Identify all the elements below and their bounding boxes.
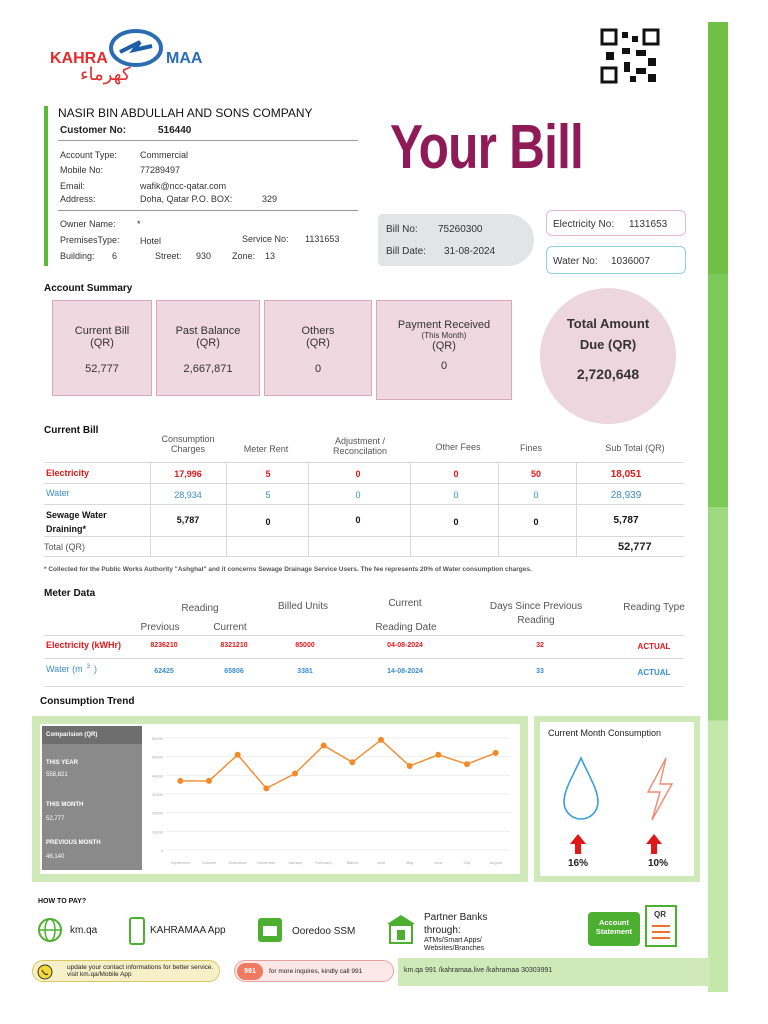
payment-unit: (QR) <box>432 340 456 352</box>
payment-card <box>376 300 512 400</box>
call-banner[interactable] <box>234 960 394 982</box>
call-badge-icon: 991 <box>237 963 263 980</box>
meter-elec-days: 32 <box>536 642 544 649</box>
street-value: 930 <box>196 251 212 261</box>
pay-app[interactable]: KAHRAMAA App <box>150 925 226 936</box>
row-electricity-name: Electricity <box>46 468 90 478</box>
water-meter-rent: 5 <box>265 490 271 500</box>
meter-water-name <box>46 664 97 674</box>
svg-text:QR: QR <box>654 910 666 919</box>
total-row-label: Total (QR) <box>44 542 86 552</box>
mobile-value: 77289497 <box>140 165 181 175</box>
consumption-series-line <box>180 740 495 789</box>
x-tick-label: April <box>376 860 386 865</box>
mh-days: Days Since Previous Reading <box>489 601 583 626</box>
email-label: Email: <box>60 181 86 191</box>
meter-water-unit: Water (m <box>46 664 83 674</box>
logo-arabic: كهرماء <box>80 64 131 85</box>
x-tick-label: December <box>257 860 276 865</box>
elec-pct: 10% <box>648 858 669 869</box>
phone-update-icon <box>37 964 53 980</box>
premises-value: Hotel <box>140 236 162 246</box>
elec-meter-rent: 5 <box>265 469 271 479</box>
th-subtotal: Sub Total (QR) <box>605 443 665 453</box>
social-text[interactable]: km.qa 991 /kahramaa.live /kahramaa 30303991 <box>404 967 553 974</box>
qr-code-icon[interactable] <box>600 28 660 84</box>
bill-date-value: 31-08-2024 <box>444 246 496 257</box>
water-consumption: 28,934 <box>174 490 202 500</box>
mobile-app-icon <box>128 916 146 946</box>
data-point <box>435 752 441 758</box>
x-tick-label: November <box>228 860 247 865</box>
water-drop-icon <box>558 754 604 824</box>
others-unit: (QR) <box>306 337 330 349</box>
y-tick-label: 20000 <box>151 810 163 816</box>
y-tick-label: 0 <box>160 848 163 853</box>
meter-data-title: Meter Data <box>44 588 96 599</box>
mobile-label: Mobile No: <box>60 165 104 175</box>
logo-text-right: MAA <box>166 50 203 67</box>
meter-elec-name: Electricity (kWHr) <box>46 640 122 650</box>
elec-fines: 50 <box>530 469 541 479</box>
prev-month-value: 46,140 <box>46 854 65 860</box>
social-bar <box>398 958 710 986</box>
meter-water-type: ACTUAL <box>637 668 671 677</box>
address-label: Address: <box>60 194 96 204</box>
data-point <box>378 737 384 743</box>
customer-no-value: 516440 <box>158 125 192 136</box>
data-point <box>177 778 183 784</box>
y-tick-label: 10000 <box>151 829 163 835</box>
y-tick-label: 40000 <box>151 773 163 779</box>
pay-through: through: <box>424 925 461 936</box>
elec-up-arrow-icon <box>644 832 664 856</box>
th-consumption: Consumption Charges <box>161 434 215 454</box>
water-no-label: Water No: <box>553 256 598 267</box>
x-tick-label: February <box>315 860 332 865</box>
th-meter-rent: Meter Rent <box>243 444 289 454</box>
total-label: Total Amount <box>566 316 650 331</box>
water-subtotal: 28,939 <box>610 490 642 501</box>
email-value[interactable]: wafik@ncc-qatar.com <box>140 181 227 191</box>
comparison-title: Comparision (QR) <box>42 726 142 744</box>
total-due-circle <box>540 288 676 424</box>
zone-label: Zone: <box>232 251 256 261</box>
others-label: Others <box>301 325 335 337</box>
row-water-name: Water <box>46 488 70 498</box>
elec-consumption: 17,996 <box>174 469 202 479</box>
pay-km[interactable]: km.qa <box>70 925 98 936</box>
y-tick-label: 50000 <box>151 754 163 760</box>
meter-water-billed: 3381 <box>297 668 313 675</box>
lightning-icon <box>640 754 680 824</box>
meter-water-previous: 62425 <box>154 668 174 675</box>
sewage-adjustment: 0 <box>355 515 361 525</box>
trend-panel <box>32 716 528 882</box>
customer-no-label: Customer No: <box>60 125 127 136</box>
mh-current-date: Current <box>388 598 422 609</box>
total-value: 2,720,648 <box>576 366 640 382</box>
street-label: Street: <box>155 251 182 261</box>
building-label: Building: <box>60 251 95 261</box>
bill-info-box <box>378 214 534 266</box>
meter-water-close: ) <box>94 664 98 674</box>
sewage-subtotal: 5,787 <box>613 515 639 526</box>
payment-value: 0 <box>440 360 448 372</box>
service-label: Service No: <box>242 234 289 244</box>
past-balance-label: Past Balance <box>175 325 241 337</box>
meter-water-sup: 3 <box>86 664 91 670</box>
data-point <box>263 785 269 791</box>
update-text: update your contact informations for better service. visit km.qa/Mobile App <box>67 964 214 978</box>
bank-icon <box>384 912 418 946</box>
th-other-fees: Other Fees <box>435 442 481 452</box>
others-card <box>264 300 372 396</box>
water-up-arrow-icon <box>568 832 588 856</box>
statement-document-icon <box>640 902 680 950</box>
sewage-fines: 0 <box>533 517 539 527</box>
current-bill-label: Current Bill <box>74 325 130 337</box>
this-year-label: THIS YEAR <box>46 760 78 766</box>
building-value: 6 <box>112 251 118 261</box>
how-to-pay-title: HOW TO PAY? <box>38 898 87 905</box>
meter-elec-previous: 8236210 <box>150 642 178 649</box>
water-no-box <box>546 246 686 274</box>
current-bill-unit: (QR) <box>90 337 114 349</box>
sewage-note: * Collected for the Public Works Authority "Ashghal" and it concerns Sewage Drainage Service Users. The fee represents 20% of Water consumption charges. <box>44 566 532 573</box>
meter-elec-billed: 85000 <box>295 642 315 649</box>
data-point <box>292 770 298 776</box>
x-tick-label: September <box>170 860 191 865</box>
pay-channels: ATMs/Smart Apps/ Websites/Branches <box>424 937 485 952</box>
others-value: 0 <box>314 363 322 375</box>
bill-no-value: 75260300 <box>438 224 483 235</box>
mh-reading-date: Reading Date <box>375 622 437 633</box>
mh-type: Reading Type <box>623 602 685 613</box>
account-statement-button[interactable]: Account Statement <box>588 912 640 946</box>
payment-sub: (This Month) <box>421 331 467 340</box>
premises-label: PremisesType: <box>60 235 120 245</box>
prev-month-label: PREVIOUS MONTH <box>46 840 101 846</box>
total-row-value: 52,777 <box>618 541 652 553</box>
right-green-bar <box>708 22 728 992</box>
account-type-label: Account Type: <box>60 150 117 160</box>
data-point <box>321 742 327 748</box>
owner-label: Owner Name: <box>60 219 116 229</box>
company-name: NASIR BIN ABDULLAH AND SONS COMPANY <box>58 106 313 120</box>
globe-icon <box>36 916 64 944</box>
th-fines: Fines <box>519 443 542 453</box>
current-bill-card <box>52 300 152 396</box>
comparison-sidebar <box>42 726 142 870</box>
this-month-label: THIS MONTH <box>46 802 84 808</box>
data-point <box>349 759 355 765</box>
account-type-value: Commercial <box>140 150 189 160</box>
pay-banks: Partner Banks <box>424 912 488 923</box>
po-box-value: 329 <box>262 194 278 204</box>
current-bill-value: 52,777 <box>85 363 119 375</box>
current-month-title: Current Month Consumption <box>548 728 662 738</box>
update-contact-banner[interactable] <box>32 960 220 982</box>
your-bill-title: Your Bill <box>390 113 584 182</box>
meter-water-current: 65806 <box>224 668 244 675</box>
water-adjustment: 0 <box>355 490 361 500</box>
meter-elec-date: 04-08-2024 <box>387 642 423 649</box>
elec-subtotal: 18,051 <box>610 469 642 480</box>
electricity-no-box <box>546 210 686 236</box>
owner-value: * <box>137 219 141 229</box>
water-pct: 16% <box>568 858 589 869</box>
customer-accent-bar <box>44 106 48 266</box>
th-adjustment: Adjustment / Reconcilation <box>332 436 388 456</box>
logo-text-left: KAHRA <box>50 50 108 67</box>
trend-title: Consumption Trend <box>40 696 135 707</box>
x-tick-label: October <box>201 860 217 865</box>
x-tick-label: July <box>463 860 471 865</box>
service-value: 1131653 <box>305 234 340 244</box>
mh-previous: Previous <box>140 622 180 633</box>
data-point <box>235 752 241 758</box>
consumption-line-chart <box>144 726 520 870</box>
zone-value: 13 <box>265 251 276 261</box>
meter-elec-current: 8321210 <box>220 642 248 649</box>
kahramaa-logo <box>50 28 210 84</box>
y-tick-label: 60000 <box>151 736 163 741</box>
account-summary-title: Account Summary <box>44 283 133 294</box>
bill-no-label: Bill No: <box>386 224 418 235</box>
pay-ooredoo[interactable]: Ooredoo SSM <box>292 926 356 937</box>
data-point <box>464 761 470 767</box>
this-month-value: 52,777 <box>46 816 65 822</box>
sewage-other-fees: 0 <box>453 517 459 527</box>
x-tick-label: January <box>287 860 303 865</box>
call-text: for more inquires, kindly call 991 <box>269 968 363 975</box>
data-point <box>206 778 212 784</box>
water-no-value: 1036007 <box>611 256 650 267</box>
current-bill-title: Current Bill <box>44 425 99 436</box>
elec-other-fees: 0 <box>453 469 459 479</box>
data-point <box>493 750 499 756</box>
row-sewage-name: Sewage Water Draining* <box>46 510 107 534</box>
mh-billed: Billed Units <box>277 601 329 612</box>
current-month-panel <box>534 716 700 882</box>
meter-water-date: 14-08-2024 <box>387 668 423 675</box>
x-tick-label: March <box>346 860 358 865</box>
total-label2: Due (QR) <box>579 337 637 352</box>
bill-date-label: Bill Date: <box>386 246 427 257</box>
past-balance-card <box>156 300 260 396</box>
this-year-value: 558,821 <box>46 772 68 778</box>
mh-current: Current <box>213 622 247 633</box>
water-other-fees: 0 <box>453 490 459 500</box>
electricity-no-label: Electricity No: <box>553 219 615 230</box>
elec-adjustment: 0 <box>355 469 361 479</box>
past-balance-value: 2,667,871 <box>183 363 233 375</box>
y-tick-label: 30000 <box>151 792 163 797</box>
electricity-no-value: 1131653 <box>629 219 668 230</box>
mh-reading: Reading <box>181 603 219 614</box>
ooredoo-sms-icon <box>256 916 284 944</box>
sewage-consumption: 5,787 <box>176 515 200 525</box>
data-point <box>407 763 413 769</box>
water-fines: 0 <box>533 490 539 500</box>
payment-label: Payment Received <box>397 319 491 331</box>
sewage-meter-rent: 0 <box>265 517 271 527</box>
x-tick-label: June <box>433 860 443 865</box>
past-balance-unit: (QR) <box>196 337 220 349</box>
meter-water-days: 33 <box>536 668 544 675</box>
meter-elec-type: ACTUAL <box>637 642 671 651</box>
address-value: Doha, Qatar P.O. BOX: <box>140 194 233 204</box>
x-tick-label: May <box>405 860 414 865</box>
x-tick-label: August <box>489 860 502 865</box>
